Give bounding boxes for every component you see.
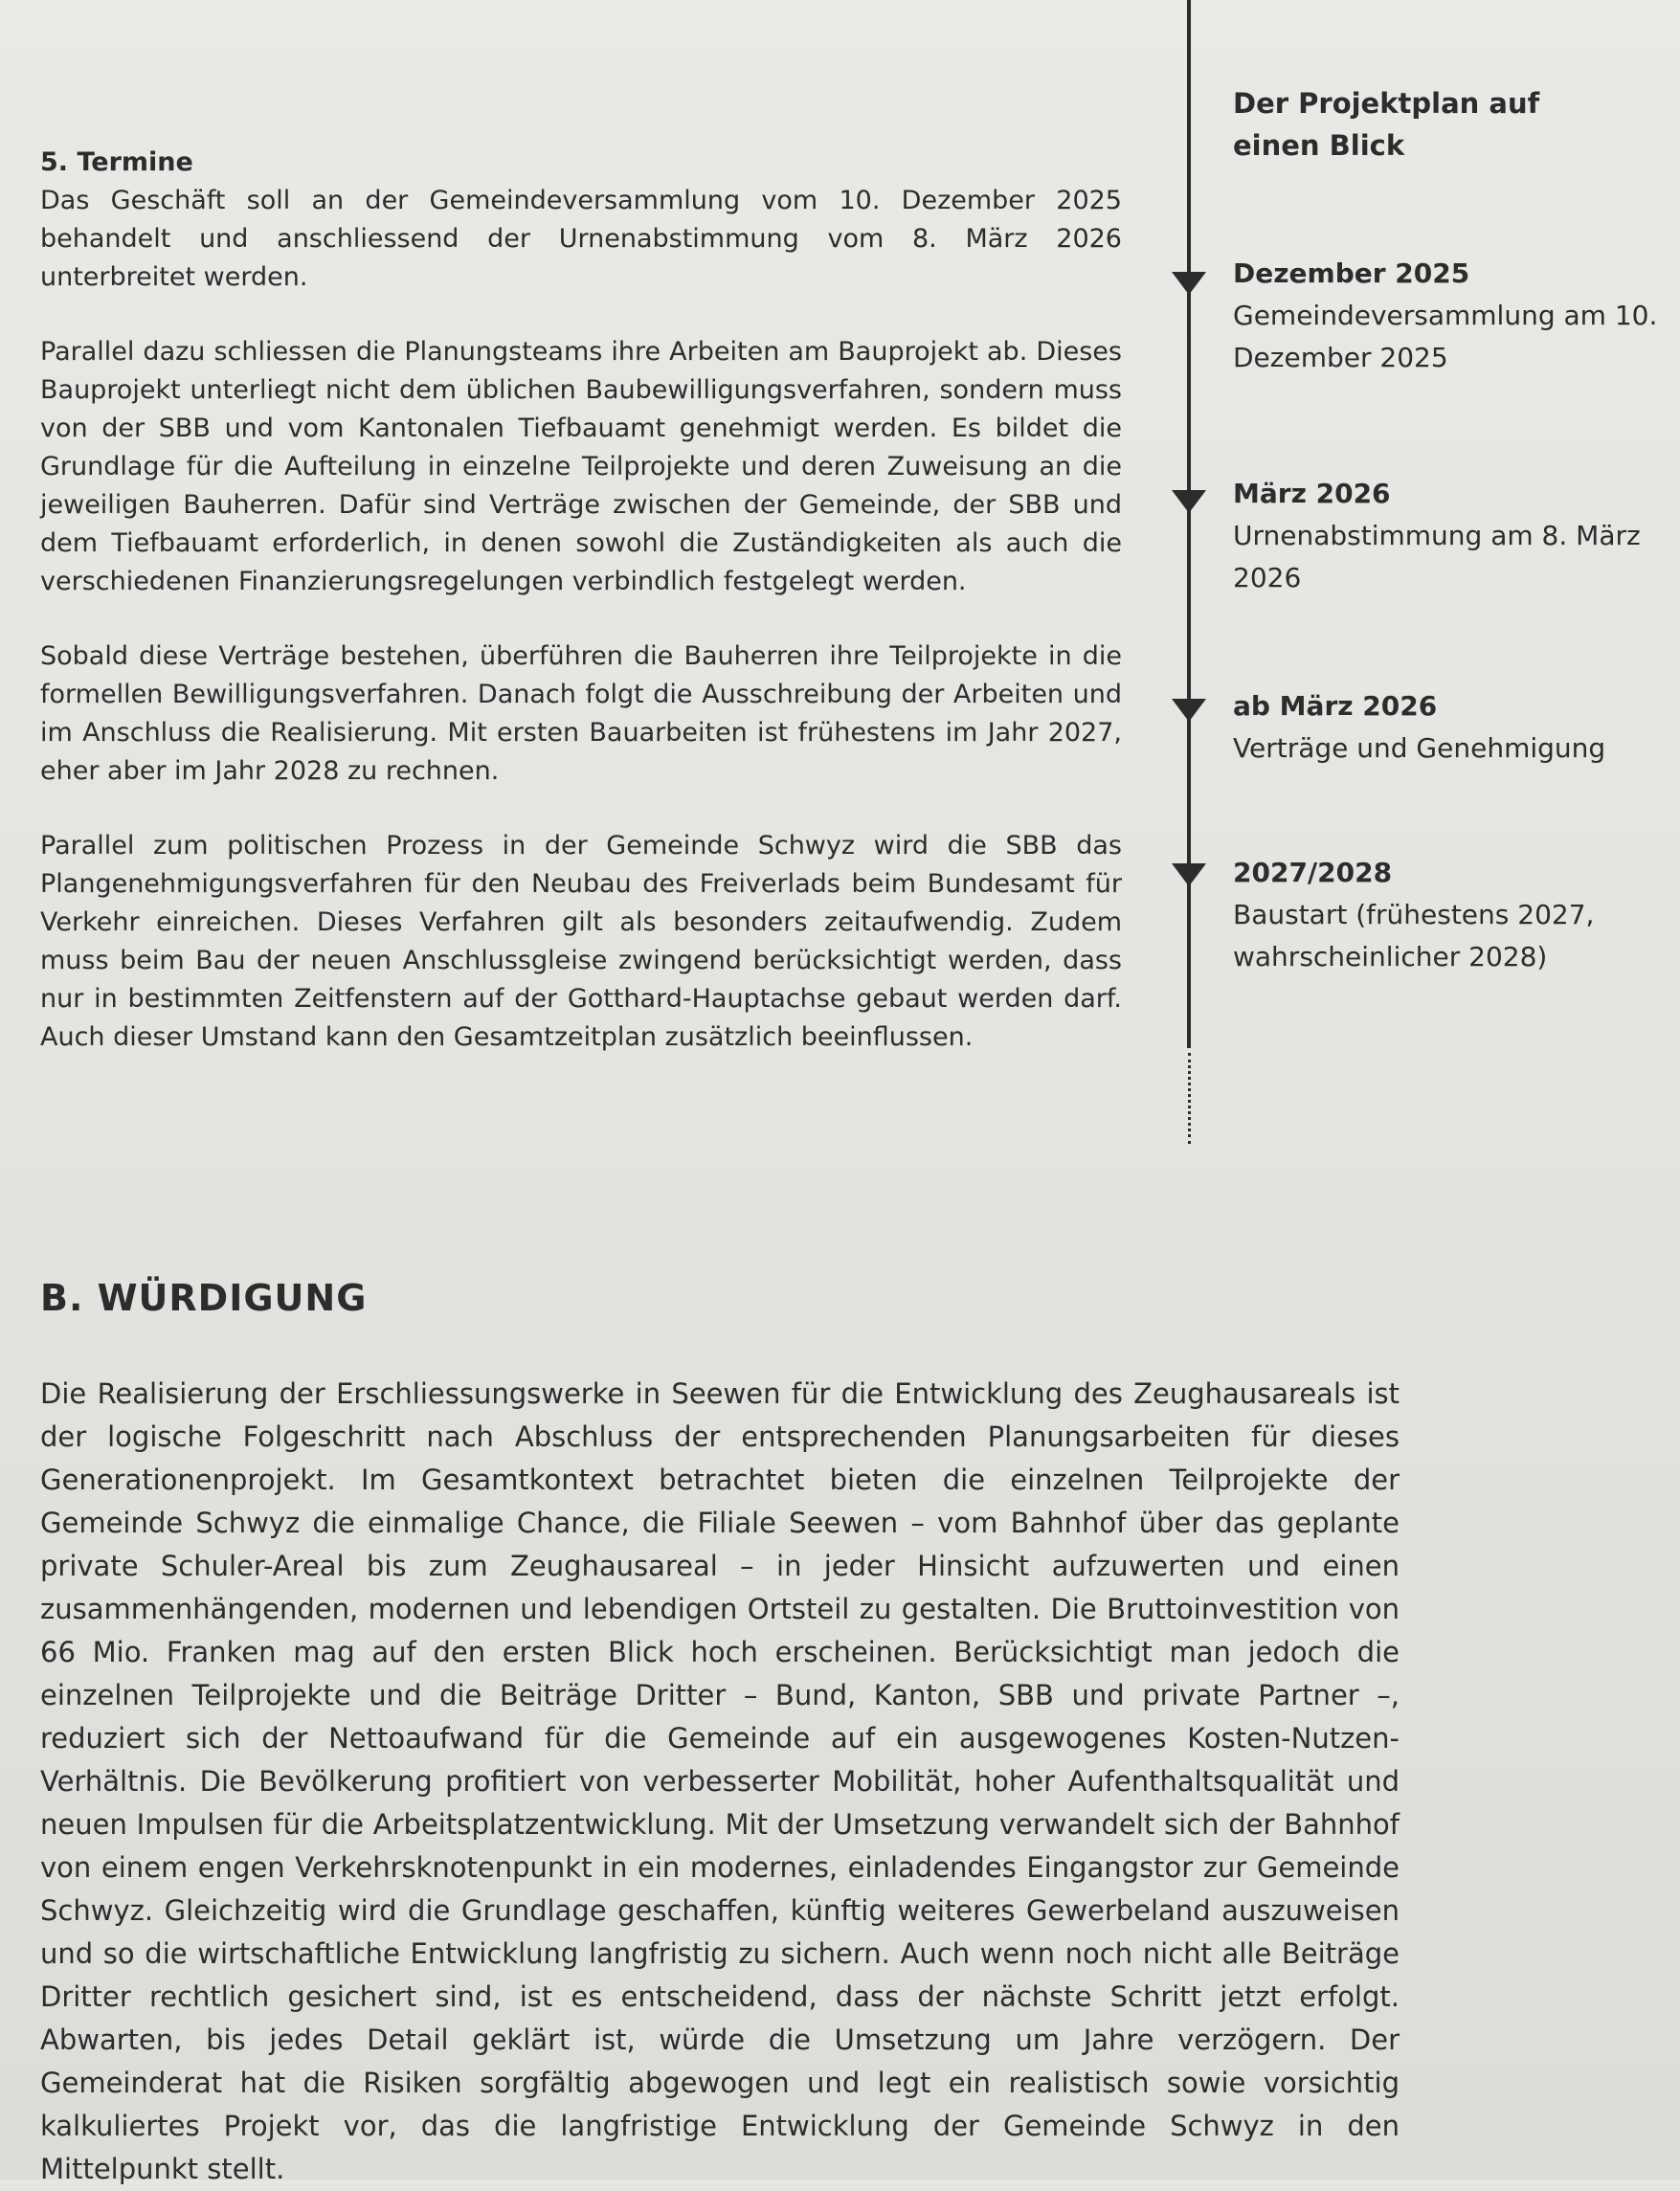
timeline-entry-description: Baustart (frühestens 2027, wahrscheinlicher 2028) — [1233, 899, 1595, 973]
termine-section — [40, 144, 1122, 1093]
timeline-entry-date: ab März 2026 — [1233, 690, 1438, 722]
termine-paragraph-4: Parallel zum politischen Prozess in der Gemeinde Schwyz wird die SBB das Plangenehmigungsverfahren für den Neubau des Freiverlads beim Bundesamt für Verkehr einreichen. Dieses Verfahren gilt als besonders zeitaufwendig. Zudem muss beim Bau der neuen Anschlussgleise zwingend berücksichtigt werden, dass nur in bestimmten Zeitfenstern auf der Gotthard-Hauptachse gebaut werden darf. Auch dieser Umstand kann den Gesamtzeitplan zusätzlich beeinflussen. — [40, 831, 1122, 1052]
timeline-arrow-icon — [1172, 490, 1206, 513]
timeline-entry — [1233, 685, 1664, 770]
timeline-entry-date: 2027/2028 — [1233, 857, 1393, 888]
wuerdigung-title: B. WÜRDIGUNG — [40, 1277, 368, 1319]
timeline-entry-description: Verträge und Genehmigung — [1233, 732, 1606, 764]
termine-heading: 5. Termine — [40, 147, 193, 177]
termine-paragraph-2: Parallel dazu schliessen die Planungsteams ihre Arbeiten am Bauprojekt ab. Dieses Bauprojekt unterliegt nicht dem üblichen Baubewilligungsverfahren, sondern muss von der SBB und vom Kantonalen Tiefbauamt genehmigt werden. Es bildet die Grundlage für die Aufteilung in einzelne Teilprojekte und deren Zuweisung an die jeweiligen Bauherren. Dafür sind Verträge zwischen der Gemeinde, der SBB und dem Tiefbauamt erforderlich, in denen sowohl die Zuständigkeiten als auch die verschiedenen Finanzierungsregelungen verbindlich festgelegt werden. — [40, 337, 1122, 596]
timeline-arrow-icon — [1172, 272, 1206, 295]
wuerdigung-text: Die Realisierung der Erschliessungswerke in Seewen für die Entwicklung des Zeughausareals ist der logische Folgeschritt nach Abschluss der entsprechenden Planungsarbeiten für dieses Generationenprojekt. Im Gesamtkontext betrachtet bieten die einzelnen Teilprojekte der Gemeinde Schwyz die einmalige Chance, die Filiale Seewen – vom Bahnhof über das geplante private Schuler-Areal bis zum Zeughausareal – in jeder Hinsicht aufzuwerten und einen zusammenhängenden, modernen und lebendigen Ortsteil zu gestalten. Die Bruttoinvestition von 66 Mio. Franken mag auf den ersten Blick hoch erscheinen. Berücksichtigt man jedoch die einzelnen Teilprojekte und die Beiträge Dritter – Bund, Kanton, SBB und private Partner –, reduziert sich der Nettoaufwand für die Gemeinde auf ein ausgewogenes Kosten-Nutzen-Verhältnis. Die Bevölkerung profitiert von verbesserter Mobilität, hoher Aufenthaltsqualität und neuen Impulsen für die Arbeitsplatzentwicklung. Mit der Umsetzung verwandelt sich der Bahnhof von einem engen Verkehrsknotenpunkt in ein modernes, einladendes Eingangstor zur Gemeinde Schwyz. Gleichzeitig wird die Grundlage geschaffen, künftig weiteres Gewerbeland auszuweisen und so die wirtschaftliche Entwicklung langfristig zu sichern. Auch wenn noch nicht alle Beiträge Dritter rechtlich gesichert sind, ist es entscheidend, dass der nächste Schritt jetzt erfolgt. Abwarten, bis jedes Detail geklärt ist, würde die Umsetzung um Jahre verzögern. Der Gemeinderat hat die Risiken sorgfältig abgewogen und legt ein realistisch sowie vorsichtig kalkuliertes Projekt vor, das die langfristige Entwicklung der Gemeinde Schwyz in den Mittelpunkt stellt. — [40, 1377, 1400, 2185]
timeline-entry — [1233, 473, 1664, 599]
timeline-entry — [1233, 852, 1664, 978]
timeline-entry-description: Gemeindeversammlung am 10. Dezember 2025 — [1233, 300, 1658, 373]
termine-paragraph-1: Das Geschäft soll an der Gemeindeversammlung vom 10. Dezember 2025 behandelt und anschliessend der Urnenabstimmung vom 8. März 2026 unterbreitet werden. — [40, 186, 1122, 292]
timeline-entry-date: März 2026 — [1233, 478, 1391, 509]
timeline-arrow-icon — [1172, 863, 1206, 886]
timeline-entry-date: Dezember 2025 — [1233, 257, 1470, 289]
timeline-line — [1187, 0, 1191, 1048]
termine-paragraph-3: Sobald diese Verträge bestehen, überführen die Bauherren ihre Teilprojekte in die formellen Bewilligungsverfahren. Danach folgt die Ausschreibung der Arbeiten und im Anschluss die Realisierung. Mit ersten Bauarbeiten ist frühestens im Jahr 2027, eher aber im Jahr 2028 zu rechnen. — [40, 641, 1122, 786]
timeline-heading: Der Projektplan auf einen Blick — [1233, 87, 1540, 162]
timeline-entry-description: Urnenabstimmung am 8. März 2026 — [1233, 520, 1641, 593]
timeline-entry — [1233, 253, 1664, 379]
project-timeline — [1187, 0, 1666, 1149]
wuerdigung-section — [40, 1275, 1400, 2191]
timeline-arrow-icon — [1172, 699, 1206, 722]
timeline-dotted-continuation — [1188, 1053, 1191, 1144]
